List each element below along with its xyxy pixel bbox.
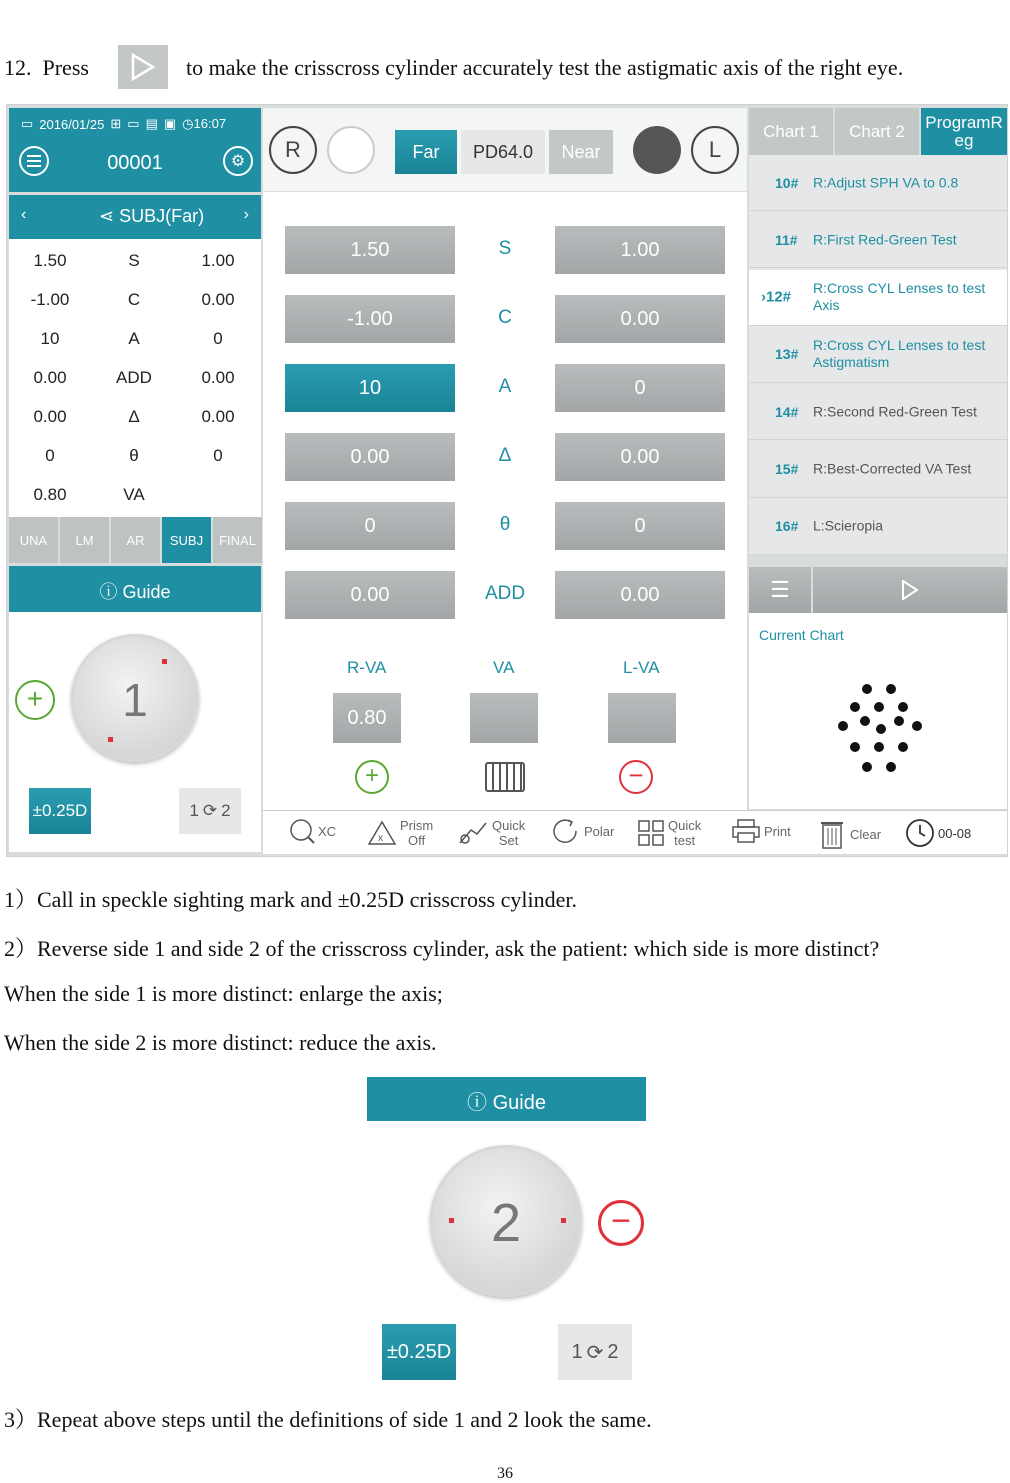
subj-left-value: 1.00	[201, 251, 235, 270]
far-button[interactable]: Far	[395, 130, 457, 174]
left-eye-button[interactable]: L	[691, 126, 739, 174]
quick-set-tool[interactable]: Quick Set	[457, 818, 525, 848]
program-item[interactable]	[749, 442, 1007, 498]
subj-param-label: VA	[123, 485, 145, 504]
prev-arrow-icon[interactable]: ‹	[21, 206, 27, 223]
program-item-number: 11#	[775, 231, 798, 248]
instruction-1: 1）Call in speckle sighting mark and ±0.25D crisscross cylinder.	[4, 887, 577, 912]
program-item[interactable]	[749, 499, 1007, 555]
right-value-button[interactable]: 0.00	[285, 571, 455, 619]
step-press-word: Press	[42, 55, 89, 80]
polar-tool[interactable]: Polar	[551, 818, 614, 844]
flip-cylinder-button[interactable]: 1 ⟳ 2	[179, 788, 241, 834]
center-panel	[263, 108, 747, 810]
near-button[interactable]: Near	[549, 130, 613, 174]
program-item-number: ›12#	[761, 288, 792, 306]
program-item-label: R:Cross CYL Lenses to test Axis	[813, 280, 986, 314]
param-label: C	[498, 307, 512, 328]
dial-side-number-2: 2	[490, 1193, 522, 1253]
rva-value-button[interactable]: 0.80	[333, 693, 401, 743]
pd-button[interactable]: PD64.0	[461, 130, 545, 174]
left-value-button[interactable]: 0.00	[555, 295, 725, 343]
guide-label-2: Guide	[492, 1092, 546, 1114]
program-item[interactable]	[749, 327, 1007, 383]
subj-right-value: 0	[45, 446, 55, 465]
guide-header-2[interactable]	[367, 1077, 646, 1121]
left-value-button[interactable]: 0	[555, 502, 725, 550]
prism-icon	[367, 820, 397, 846]
left-value-button[interactable]: 0.00	[555, 571, 725, 619]
quick-test-tool[interactable]: Quick test	[637, 818, 701, 848]
svg-text:x: x	[378, 833, 383, 844]
program-item[interactable]	[749, 155, 1007, 211]
refractor-screenshot	[6, 104, 1008, 857]
minus-circle-icon[interactable]: −	[598, 1200, 644, 1246]
keyboard-icon[interactable]	[485, 762, 525, 792]
record-number: 00001	[107, 152, 163, 174]
flip-icon: ⟳	[202, 801, 218, 820]
clock-icon: ◷16:07	[182, 116, 227, 131]
rva-label: R-VA	[347, 658, 387, 677]
chart-tab-1[interactable]: Chart 1	[749, 108, 833, 155]
subj-left-value: 0	[213, 329, 223, 348]
chart-tab-2[interactable]: Chart 2	[835, 108, 919, 155]
help-icon: ⓘ	[467, 1092, 488, 1114]
chart-tab-3[interactable]: ProgramReg	[921, 108, 1007, 155]
va-minus-icon[interactable]: −	[619, 760, 653, 794]
date-text: 2016/01/25	[39, 116, 105, 132]
program-item-number: 16#	[775, 518, 799, 535]
left-eye-indicator	[633, 126, 681, 174]
program-item-number: 15#	[775, 461, 799, 477]
mode-tab-subj[interactable]: SUBJ	[162, 517, 211, 563]
subj-table	[9, 239, 261, 517]
subj-right-value: -1.00	[30, 290, 70, 309]
quick-set-icon	[457, 820, 489, 846]
subj-left-value: 0	[213, 446, 223, 465]
next-arrow-icon[interactable]: ›	[243, 206, 249, 223]
settings-gear-icon[interactable]: ⚙	[223, 146, 253, 176]
program-item-number: 14#	[775, 403, 799, 420]
guide-panel	[9, 612, 261, 852]
program-item-label: R:First Red-Green Test	[813, 231, 957, 248]
grid-icon	[637, 819, 665, 847]
subj-header	[9, 195, 261, 239]
right-value-button[interactable]: 0	[285, 502, 455, 550]
param-label: A	[498, 376, 512, 397]
subj-right-value: 0.00	[33, 407, 67, 426]
left-value-button[interactable]: 0.00	[555, 433, 725, 481]
run-program-button[interactable]	[813, 567, 1007, 613]
program-item-number: 10#	[775, 174, 799, 191]
speckle-chart-icon	[825, 681, 935, 781]
eye-bar	[263, 108, 747, 192]
share-icon: ⋖	[99, 206, 120, 226]
subj-right-value: 1.50	[33, 251, 67, 270]
current-chart-label: Current Chart	[759, 627, 844, 643]
program-list	[749, 155, 1007, 555]
program-item-label: L:Scieropia	[813, 517, 884, 534]
param-label: ADD	[484, 583, 526, 604]
instruction-3: 3）Repeat above steps until the definitions of side 1 and 2 look the same.	[4, 1407, 652, 1432]
subj-right-value: 0.00	[33, 368, 67, 387]
cylinder-power-button[interactable]: ±0.25D	[29, 788, 91, 834]
mode-tab-una[interactable]: UNA	[9, 517, 58, 563]
device-icon: ▤	[145, 116, 158, 131]
param-label: S	[498, 238, 512, 259]
plus-circle-icon[interactable]: +	[15, 680, 55, 720]
timer-tool[interactable]: 00-08	[905, 818, 971, 848]
subj-param-label: A	[128, 329, 140, 348]
prism-off-tool[interactable]: x Prism Off	[367, 818, 433, 848]
program-item[interactable]	[749, 384, 1007, 440]
mode-tab-ar[interactable]: AR	[111, 517, 160, 563]
mode-tab-lm[interactable]: LM	[60, 517, 109, 563]
subj-left-value: 0.00	[201, 407, 235, 426]
status-header	[9, 108, 261, 192]
list-icon: ☰	[770, 577, 790, 602]
guide-label: Guide	[122, 582, 171, 602]
program-item-label: R:Adjust SPH VA to 0.8	[813, 174, 959, 190]
cylinder-power-button-2[interactable]: ±0.25D	[382, 1324, 456, 1380]
xc-tool[interactable]: XC	[289, 818, 336, 844]
page-number: 36	[497, 1465, 513, 1482]
trash-icon	[817, 818, 847, 850]
step-number: 12.	[4, 55, 32, 80]
instruction-2b: When the side 2 is more distinct: reduce the axis.	[4, 1030, 437, 1055]
left-value-button[interactable]: 1.00	[555, 226, 725, 274]
play-icon	[118, 45, 168, 89]
left-value-button[interactable]: 0	[555, 364, 725, 412]
subj-param-label: θ	[129, 446, 139, 465]
step-12-text: to make the crisscross cylinder accurately test the astigmatic axis of the right eye.	[186, 55, 904, 80]
param-label: Δ	[498, 445, 512, 466]
refresh-icon	[551, 818, 581, 844]
subj-left-value: 0.00	[201, 368, 235, 387]
program-item[interactable]	[749, 270, 1007, 326]
subj-right-value: 0.80	[33, 485, 67, 504]
printer-icon	[731, 818, 761, 844]
program-item-label: R:Cross CYL Lenses to test Astigmatism	[813, 337, 986, 371]
cross-grid-icon	[289, 818, 315, 844]
param-label: θ	[499, 514, 511, 535]
lva-label: L-VA	[623, 658, 660, 677]
flip-icon: ⟳	[586, 1341, 604, 1364]
monitor-icon: ▭	[127, 116, 140, 131]
right-value-button[interactable]: 0.00	[285, 433, 455, 481]
help-icon: ⓘ	[99, 582, 118, 602]
right-value-button[interactable]: 1.50	[285, 226, 455, 274]
va-label: VA	[493, 658, 515, 677]
subj-param-label: Δ	[128, 407, 140, 426]
list-menu-button[interactable]	[749, 567, 811, 613]
subj-param-label: S	[128, 251, 140, 270]
right-eye-button[interactable]: R	[269, 126, 317, 174]
right-value-button[interactable]: 10	[285, 364, 455, 412]
axis-dial-2[interactable]	[430, 1145, 582, 1297]
program-item-number: 13#	[775, 346, 799, 363]
subj-title: SUBJ(Far)	[119, 206, 205, 226]
flip-cylinder-button-2[interactable]: 1 ⟳ 2	[558, 1324, 632, 1380]
subj-left-value: 0.00	[201, 290, 235, 309]
instruction-2: 2）Reverse side 1 and side 2 of the crisscross cylinder, ask the patient: which side is more distinct?	[4, 936, 880, 961]
current-chart-panel	[749, 613, 1007, 809]
subj-right-value: 10	[40, 329, 60, 348]
step-12-intro	[4, 55, 89, 81]
guide-header[interactable]	[9, 566, 261, 612]
play-icon	[901, 580, 919, 600]
right-eye-indicator	[327, 126, 375, 174]
calendar-icon: ▭	[21, 116, 34, 131]
va-value-button[interactable]	[470, 693, 538, 743]
program-item[interactable]	[749, 212, 1007, 268]
printer-status-icon: ⊞	[110, 116, 122, 131]
instruction-2a: When the side 1 is more distinct: enlarge the axis;	[4, 981, 443, 1006]
program-item-label: R:Best-Corrected VA Test	[813, 460, 972, 477]
program-item-label: R:Second Red-Green Test	[813, 403, 977, 420]
right-value-button[interactable]: -1.00	[285, 295, 455, 343]
lva-value-button[interactable]	[608, 693, 676, 743]
clock-icon	[905, 818, 935, 848]
mode-tab-final[interactable]: FINAL	[213, 517, 262, 563]
subj-param-label: ADD	[116, 368, 152, 387]
screen-icon: ▣	[163, 116, 177, 131]
axis-dial-1[interactable]	[71, 634, 199, 762]
clear-tool[interactable]: Clear	[817, 818, 881, 850]
dial-side-number: 1	[122, 674, 148, 726]
print-tool[interactable]: Print	[731, 818, 791, 844]
subj-param-label: C	[127, 290, 141, 309]
va-plus-icon[interactable]: +	[355, 760, 389, 794]
